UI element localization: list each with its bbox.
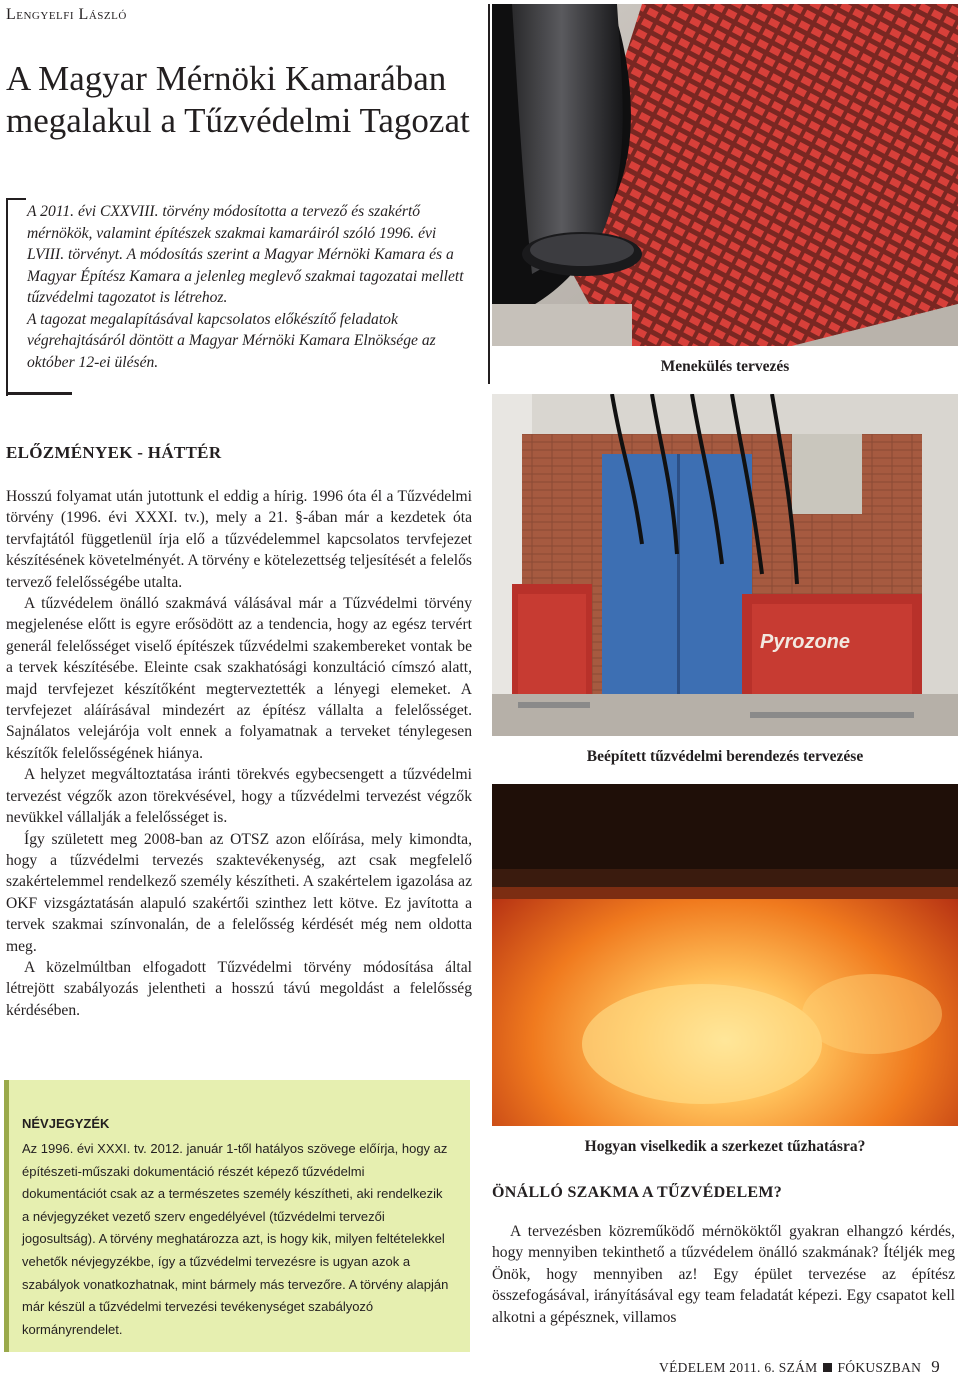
body-paragraph: A tervezésben közreműködő mérnököktől gyakran elhangzó kérdés, hogy mennyiben tekinthető a tűzvédelem önálló szakmának? Ítéljék meg Önök, hogy mennyiben az! Egy épület tervezése az építész összefogásával, irányításával egy team feladatát képezi. Egy csapatot kell alkotni a gépésznek, villamos — [492, 1223, 955, 1326]
photo-frame-rule — [488, 4, 490, 384]
fire-test-photo — [492, 784, 958, 1126]
infobox-title: NÉVJEGYZÉK — [22, 1116, 110, 1131]
footer-magazine: VÉDELEM 2011. 6. SZÁM — [659, 1360, 818, 1375]
photo-caption-evacuation: Menekülés tervezés — [660, 358, 790, 375]
article-title: A Magyar Mérnöki Kamarában megalakul a Tűzvédelmi Tagozat — [6, 59, 470, 140]
lead-bracket — [6, 198, 26, 396]
cabinet-brand-label: Pyrozone — [760, 631, 851, 653]
suppression-system-photo — [492, 394, 958, 736]
body-paragraph: A közelmúltban elfogadott Tűzvédelmi törvény módosítása által létrejött szabályozás jelentheti a hosszú távú megoldást a felelősség kérdésében. — [6, 958, 472, 1019]
infobox-text: Az 1996. évi XXXI. tv. 2012. január 1-től hatályos szövege előírja, hogy az építészeti-műszaki dokumentáció részét képező tűzvédelmi dokumentációt csak az a természetes személy készítheti, aki rendelkezik a névjegyzéket vezető szerv engedélyével (tűzvédelmi tervezői jogosultság). A törvény meghatározza azt, is hogy kik, milyen feltételekkel vehetők névjegyzékbe, így a tűzvédelmi tervezésre is ugyan azok a szabályok vonatkozhatnak, mint bármely más tervezőre. A törvény alapján már készül a tűzvédelmi tervezési tevékenységet szabályozó kormányrendelet. — [22, 1141, 449, 1337]
body-paragraph: Hosszú folyamat után jutottunk el eddig a hírig. 1996 óta él a Tűzvédelmi törvény (1996. évi XXXI. tv.), mely a 21. §-ában már a kezdetek óta tervfajtától függetlenül írja elő a tűzvédelemmel kapcsolatos tervfejezet készítésének követelményét. A törvény e kötelezettség teljesítését a felelős tervező felelősségébe utalta. — [6, 488, 472, 591]
section-heading-background: ELŐZMÉNYEK - HÁTTÉR — [6, 443, 222, 462]
auditorium-photo — [492, 4, 958, 346]
body-paragraph: A helyzet megváltoztatása iránti törekvés egybecsengett a tűzvédelmi tervezést végzők azon törekvésével, hogy a tűzvédelmi tervezést végzők nevükkel vállalják a felelősséget is. — [6, 766, 472, 827]
lead-text — [27, 201, 474, 373]
section-heading-profession: ÖNÁLLÓ SZAKMA A TŰZVÉDELEM? — [492, 1184, 783, 1201]
infobox-accent-bar — [4, 1080, 9, 1352]
photo-caption-suppression: Beépített tűzvédelmi berendezés tervezése — [586, 748, 864, 765]
body-paragraph: A tűzvédelem önálló szakmává válásával már a Tűzvédelmi törvény megjelenése előtt is egyre erősödött az a tendencia, hogy az egész tervért generál felelősséget viselő építészek tűzvédelmi szakembereket vontak be a tervek készítésébe. Eleinte csak szakhatósági konzultáció címszó alatt, majd tervfejezet készítőként megterveztették a lényegi elemeket. A tervfejezet aláírásával mindezért az építész vállalta a felelősséget. Sajnálatos velejárója volt ennek a folyamatnak a terveket ténylegesen készítők felelősségének hiánya. — [6, 595, 472, 762]
profession-body — [492, 1221, 955, 1328]
photo-caption-fire: Hogyan viselkedik a szerkezet tűzhatásra? — [584, 1138, 866, 1155]
article-body — [6, 486, 472, 1021]
author-name: Lengyelfi László — [6, 6, 127, 23]
lead-paragraph: A tagozat megalapításával kapcsolatos előkészítő feladatok végrehajtásáról döntött a Magyar Mérnöki Kamara Elnöksége az október 12-ei ülésén. — [27, 310, 436, 371]
body-paragraph: Így született meg 2008-ban az OTSZ azon előírása, mely kimondta, hogy a tűzvédelmi tervezés szaktevékenység, azt csak megfelelő szakértelemmel rendelkező személy készítheti. A szakértelem igazolása az OKF vizsgáztatásán alapuló szakértői szinthez lett kötve. Ez javította a tervek szakmai színvonalán, de a felelősség kérdését még nem oldotta meg. — [6, 830, 472, 955]
suppression-system-image — [492, 394, 958, 736]
footer-section: FÓKUSZBAN — [837, 1360, 922, 1375]
lead-paragraph: A 2011. évi CXXVIII. törvény módosította a tervező és szakértő mérnökök, valamint építészek szakmai kamaráiról szóló 1996. évi LVIII. törvényt. A módosítás szerint a Magyar Mérnöki Kamara és a Magyar Építész Kamara a jelenleg meglevő szakmai tagozatai mellett tűzvédelmi tagozatot is létrehoz. — [27, 203, 464, 306]
page-number: 9 — [931, 1357, 940, 1376]
lead-rule — [6, 392, 72, 395]
page-footer — [659, 1357, 940, 1377]
fire-test-image — [492, 784, 958, 1126]
footer-square-icon — [823, 1363, 832, 1372]
auditorium-photo-image — [492, 4, 958, 346]
